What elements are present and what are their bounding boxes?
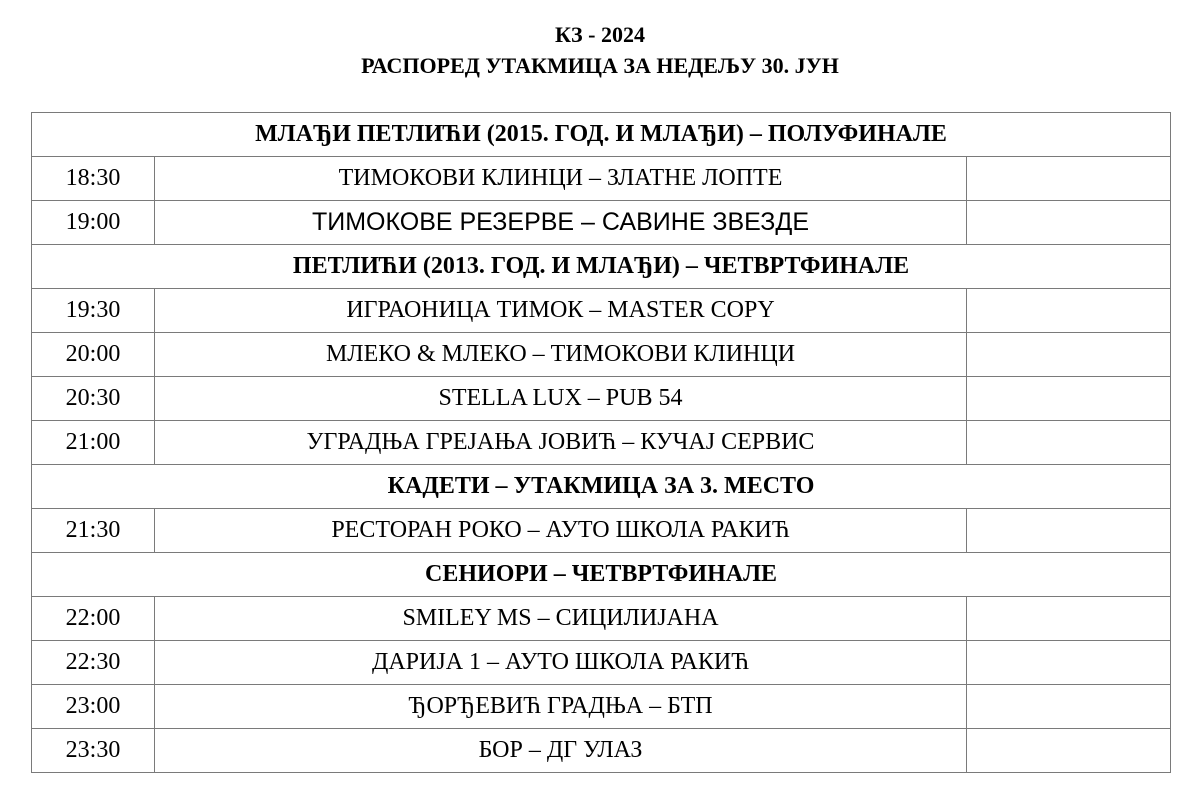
empty-cell xyxy=(967,729,1171,773)
match-teams: ЂОРЂЕВИЋ ГРАДЊА – БТП xyxy=(155,685,967,729)
match-row xyxy=(32,289,1171,333)
document-subtitle: РАСПОРЕД УТАКМИЦА ЗА НЕДЕЉУ 30. ЈУН xyxy=(361,53,839,78)
match-teams: МЛЕКО & МЛЕКО – ТИМОКОВИ КЛИНЦИ xyxy=(155,333,967,377)
match-row xyxy=(32,421,1171,465)
section-title: ПЕТЛИЋИ (2013. ГОД. И МЛАЂИ) – ЧЕТВРТФИНАЛЕ xyxy=(32,245,1171,289)
empty-cell xyxy=(967,509,1171,553)
empty-cell xyxy=(967,641,1171,685)
section-title: МЛАЂИ ПЕТЛИЋИ (2015. ГОД. И МЛАЂИ) – ПОЛУФИНАЛЕ xyxy=(32,113,1171,157)
empty-cell xyxy=(967,201,1171,245)
empty-cell xyxy=(967,685,1171,729)
match-row xyxy=(32,509,1171,553)
section-header-row xyxy=(32,113,1171,157)
match-row xyxy=(32,377,1171,421)
empty-cell xyxy=(967,597,1171,641)
match-row xyxy=(32,641,1171,685)
match-teams: STELLA LUX – PUB 54 xyxy=(155,377,967,421)
match-row xyxy=(32,685,1171,729)
match-teams: РЕСТОРАН РОКО – АУТО ШКОЛА РАКИЋ xyxy=(155,509,967,553)
match-time: 23:30 xyxy=(32,729,155,773)
document-title: КЗ - 2024 xyxy=(555,22,645,47)
match-teams: БОР – ДГ УЛАЗ xyxy=(155,729,967,773)
match-time: 20:00 xyxy=(32,333,155,377)
empty-cell xyxy=(967,421,1171,465)
match-time: 18:30 xyxy=(32,157,155,201)
empty-cell xyxy=(967,377,1171,421)
match-teams: ТИМОКОВЕ РЕЗЕРВЕ – САВИНЕ ЗВЕЗДЕ xyxy=(155,201,967,245)
match-teams: ТИМОКОВИ КЛИНЦИ – ЗЛАТНЕ ЛОПТЕ xyxy=(155,157,967,201)
match-row xyxy=(32,157,1171,201)
match-time: 19:30 xyxy=(32,289,155,333)
match-time: 19:00 xyxy=(32,201,155,245)
match-time: 21:30 xyxy=(32,509,155,553)
match-row xyxy=(32,333,1171,377)
match-teams: ИГРАОНИЦА ТИМОК – MASTER COPY xyxy=(155,289,967,333)
empty-cell xyxy=(967,157,1171,201)
section-header-row xyxy=(32,465,1171,509)
section-title: СЕНИОРИ – ЧЕТВРТФИНАЛЕ xyxy=(32,553,1171,597)
section-header-row xyxy=(32,553,1171,597)
match-teams: УГРАДЊА ГРЕЈАЊА ЈОВИЋ – КУЧАЈ СЕРВИС xyxy=(155,421,967,465)
empty-cell xyxy=(967,333,1171,377)
match-row xyxy=(32,729,1171,773)
schedule-table xyxy=(31,112,1171,773)
match-time: 22:00 xyxy=(32,597,155,641)
match-row xyxy=(32,201,1171,245)
match-time: 23:00 xyxy=(32,685,155,729)
section-header-row xyxy=(32,245,1171,289)
match-row xyxy=(32,597,1171,641)
match-teams: SMILEY MS – СИЦИЛИЈАНА xyxy=(155,597,967,641)
match-teams: ДАРИЈА 1 – АУТО ШКОЛА РАКИЋ xyxy=(155,641,967,685)
match-time: 21:00 xyxy=(32,421,155,465)
empty-cell xyxy=(967,289,1171,333)
match-time: 20:30 xyxy=(32,377,155,421)
section-title: КАДЕТИ – УТАКМИЦА ЗА 3. МЕСТО xyxy=(32,465,1171,509)
match-time: 22:30 xyxy=(32,641,155,685)
